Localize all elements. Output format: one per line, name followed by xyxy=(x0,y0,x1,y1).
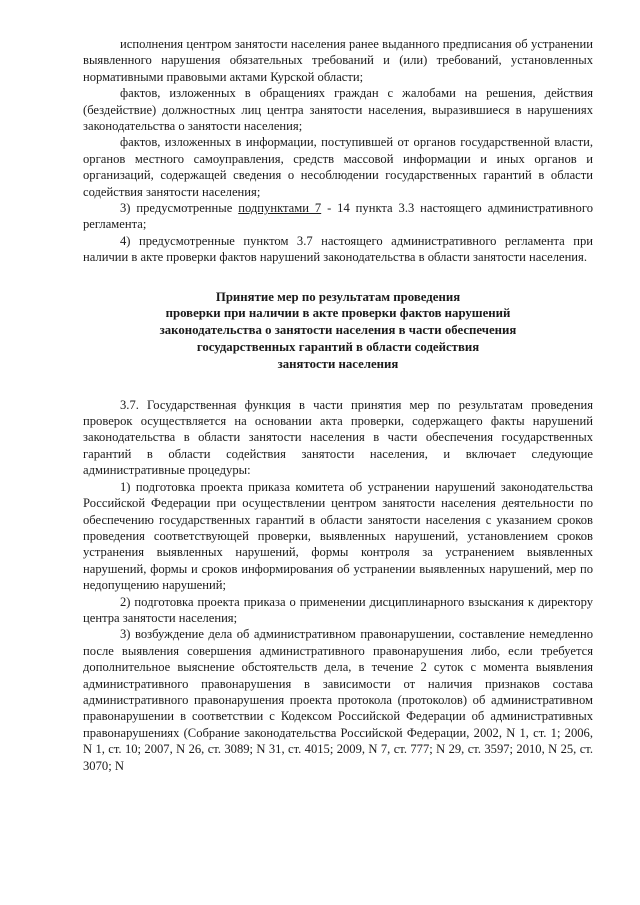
heading-line: государственных гарантий в области содействия xyxy=(196,340,480,355)
section-heading xyxy=(83,289,593,373)
paragraph-item-3 xyxy=(83,200,593,233)
paragraph-procedure-1: 1) подготовка проекта приказа комитета об устранении нарушений законодательства Российской Федерации при осуществлении центром занятости населения деятельности по обеспечению государственных гарантий в области занятости населения с указанием сроков проведения соответствующей проверки, выявленных нарушений, установлением сроков устранения выявленных нарушений, формы контроля за устранением выявленных нарушений, формы и сроков информирования об устранении выявленных нарушений, мер по недопущению нарушений; xyxy=(83,479,593,593)
item3-suffix: - 14 пункта 3.3 настоящего административного регламента; xyxy=(83,201,593,232)
paragraph-prescription: исполнения центром занятости населения ранее выданного предписания об устранении выявленного нарушения обязательных требований и (или) требований, установленных нормативными правовыми актами Курской области; xyxy=(83,37,593,84)
heading-line: Принятие мер по результатам проведения xyxy=(215,289,461,304)
paragraph-procedure-3: 3) возбуждение дела об административном правонарушении, составление немедленно после выявления совершения административного правонарушения либо, если требуется дополнительное выяснение обстоятельств дела, в течение 2 суток с момента выявления административного правонарушения в зависимости от наличия признаков состава административного правонарушения проекта протокола (протоколов) об административном правонарушении в соответствии с Кодексом Российской Федерации об административных правонарушениях (Собрание законодательства Российской Федерации, 2002, N 1, ст. 1; 2006, N 1, ст. 10; 2007, N 26, ст. 3089; N 31, ст. 4015; 2009, N 7, ст. 777; N 29, ст. 3597; 2010, N 25, ст. 3070; N xyxy=(83,627,593,773)
heading-line: проверки при наличии в акте проверки фактов нарушений xyxy=(165,306,511,321)
paragraph-information: фактов, изложенных в информации, поступившей от органов государственной власти, органов местного самоуправления, средств массовой информации и иных органов и организаций, содержащей сведения о несоблюдении государственных гарантий в области содействия занятости населения; xyxy=(83,135,593,199)
document-body xyxy=(83,36,593,774)
item3-subclauses-link: подпунктами 7 xyxy=(238,201,322,216)
paragraph-item-4: 4) предусмотренные пунктом 3.7 настоящего административного регламента при наличии в акте проверки фактов нарушений законодательства в области занятости населения. xyxy=(83,233,593,265)
heading-line: занятости населения xyxy=(277,356,399,371)
paragraph-procedure-2: 2) подготовка проекта приказа о применении дисциплинарного взыскания к директору центра занятости населения; xyxy=(83,594,593,625)
heading-line: законодательства о занятости населения в части обеспечения xyxy=(159,323,517,338)
paragraph-complaints: фактов, изложенных в обращениях граждан с жалобами на решения, действия (бездействие) должностных лиц центра занятости населения, выразившиеся в нарушениях законодательства о занятости населения; xyxy=(83,86,593,134)
item3-prefix: 3) предусмотренные xyxy=(120,201,239,216)
paragraph-3-7: 3.7. Государственная функция в части принятия мер по результатам проведения проверок осуществляется на основании акта проверки, содержащего факты нарушений законодательства в области занятости населения в части обеспечения государственных гарантий в области содействия занятости населения, и включает следующие административные процедуры: xyxy=(83,397,593,478)
